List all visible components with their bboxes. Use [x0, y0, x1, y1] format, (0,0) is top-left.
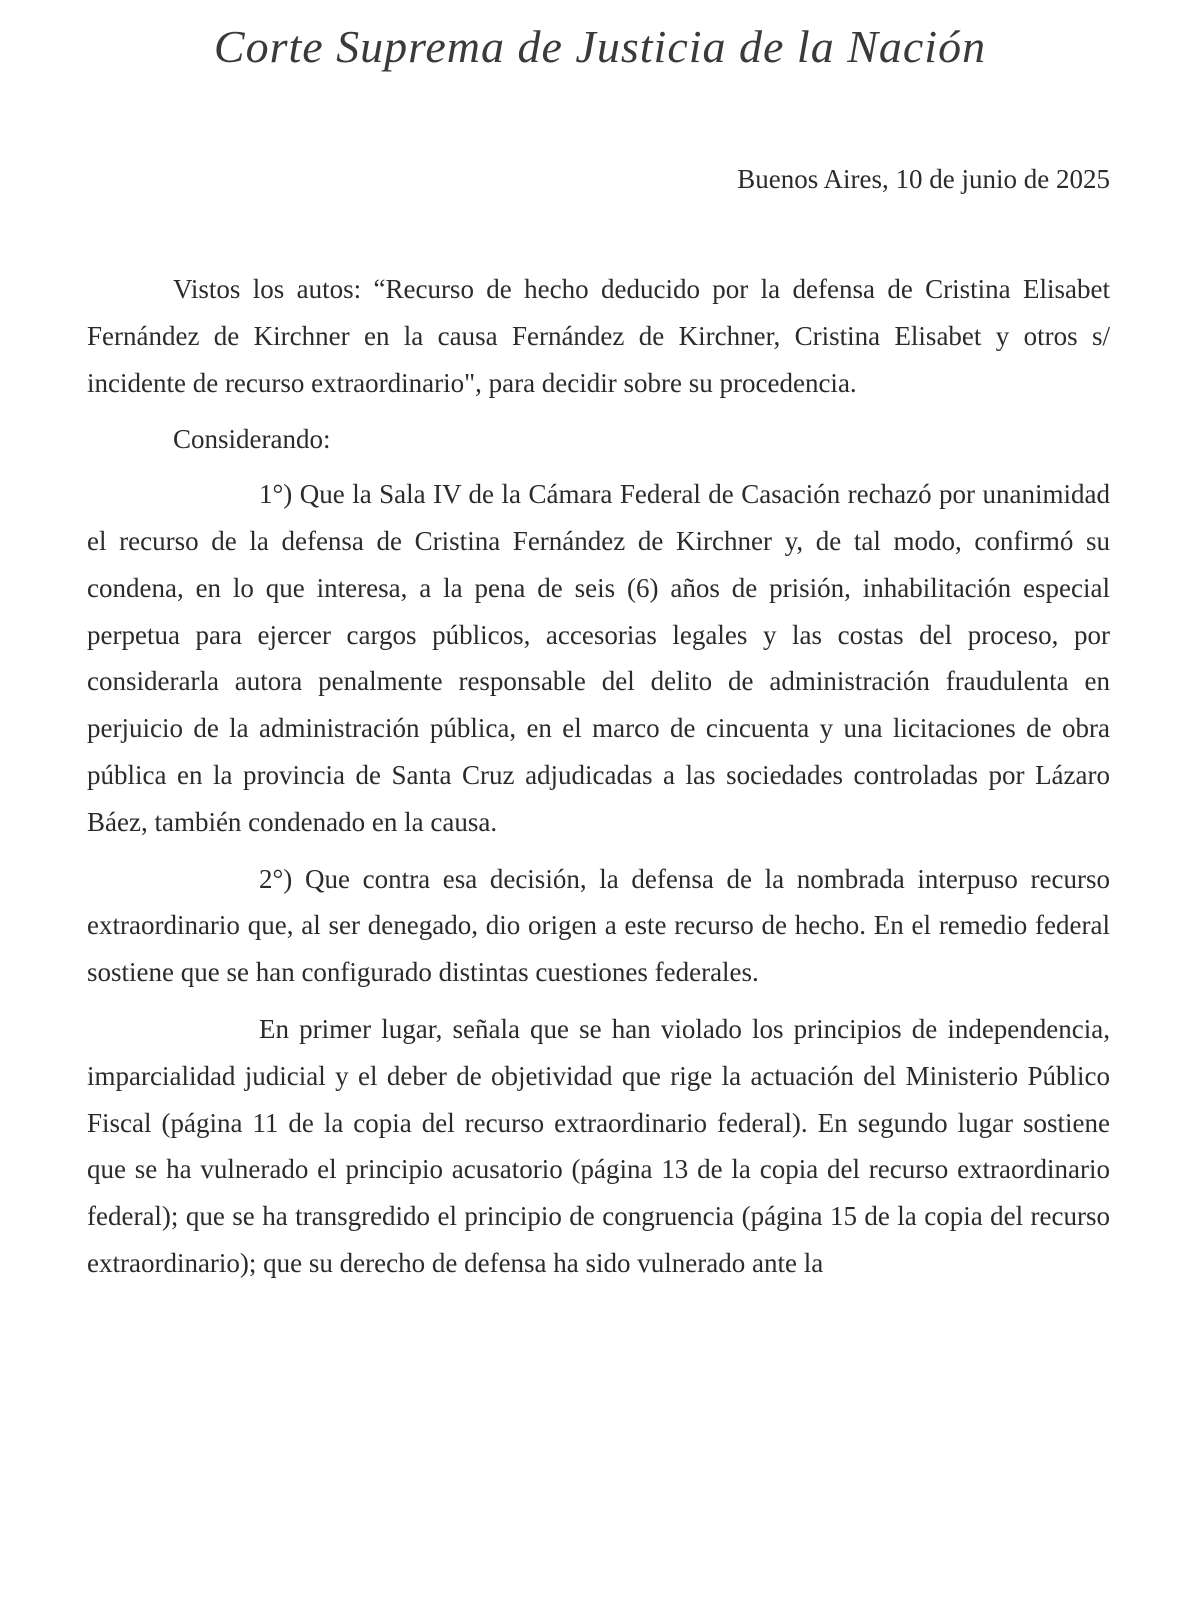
paragraph-2: 2°) Que contra esa decisión, la defensa de la nombrada interpuso recurso extraordinario que, al ser denegado, dio origen a este recurso de hecho. En el remedio federal sostiene que se han configurado distintas cuestiones federales.	[87, 863, 1110, 988]
paragraph-3: En primer lugar, señala que se han violado los principios de independencia, imparcialidad judicial y el deber de objetividad que rige la actuación del Ministerio Público Fiscal (página 11 de la copia del recurso extraordinario federal). En segundo lugar sostiene que se ha vulnerado el principio acusatorio (página 13 de la copia del recurso extraordinario federal); que se ha transgredido el principio de congruencia (página 15 de la copia del recurso extraordinario); que su derecho de defensa ha sido vulnerado ante la	[87, 1013, 1110, 1278]
date-line: Buenos Aires, 10 de junio de 2025	[737, 164, 1110, 194]
court-letterhead: Corte Suprema de Justicia de la Nación	[213, 21, 987, 72]
considerando-heading: Considerando:	[173, 424, 331, 455]
paragraph-1: 1°) Que la Sala IV de la Cámara Federal de Casación rechazó por unanimidad el recurso de la defensa de Cristina Fernández de Kirchner y, de tal modo, confirmó su condena, en lo que interesa, a la pena de seis (6) años de prisión, inhabilitación especial perpetua para ejercer cargos públicos, accesorias legales y las costas del proceso, por considerarla autora penalmente responsable del delito de administración fraudulenta en perjuicio de la administración pública, en el marco de cincuenta y una licitaciones de obra pública en la provincia de Santa Cruz adjudicadas a las sociedades controladas por Lázaro Báez, también condenado en la causa.	[87, 479, 1110, 837]
vistos-paragraph: Vistos los autos: “Recurso de hecho deducido por la defensa de Cristina Elisabet Fernández de Kirchner en la causa Fernández de Kirchner, Cristina Elisabet y otros s/ incidente de recurso extraordinario", para decidir sobre su procedencia.	[87, 274, 1110, 398]
document-body	[87, 266, 1110, 1287]
